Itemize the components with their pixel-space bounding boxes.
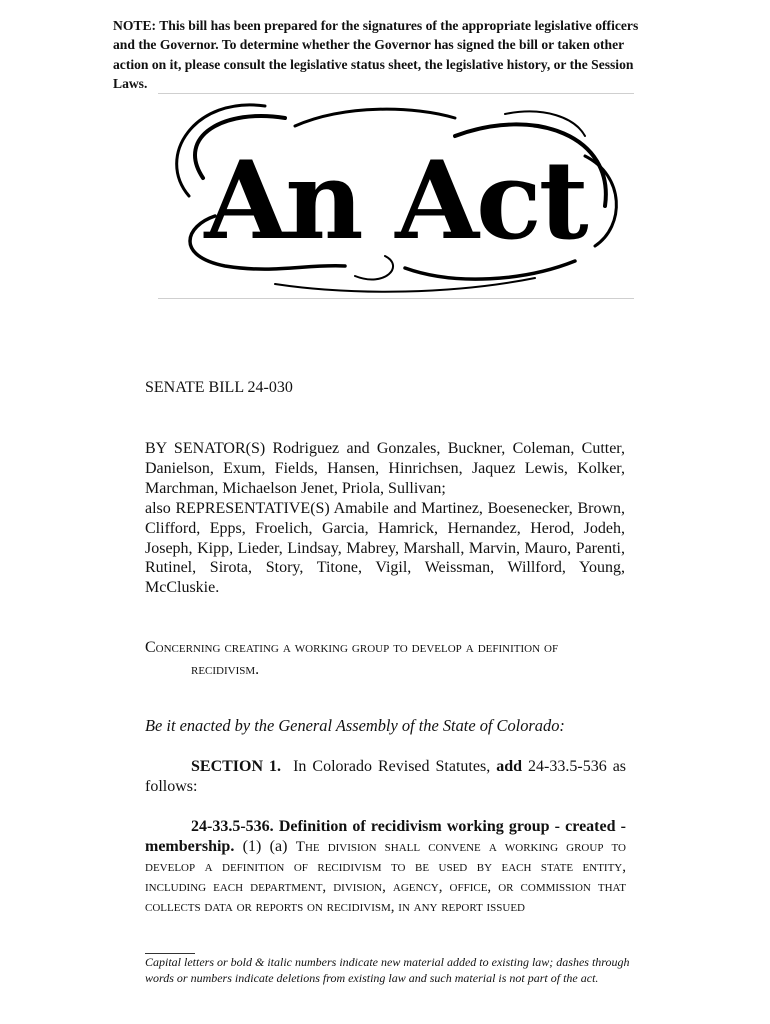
logo-text: An Act	[204, 138, 586, 264]
bill-number: SENATE BILL 24-030	[145, 379, 293, 396]
logo-top-rule	[158, 93, 634, 94]
legislative-note: NOTE: This bill has been prepared for the signatures of the appropriate legislative officers and the Governor. To determine whether the Governor has signed the bill or taken other action on it, please consult the legislative status sheet, the legislative history, or the Session Laws.	[113, 18, 639, 91]
concerning-line-2: recidivism.	[191, 661, 260, 678]
sponsors-block	[145, 439, 625, 598]
statute-body: The division shall convene a working group to develop a definition of recidivism to be used by each state entity, including each department, division, agency, office, or commission that collects data or reports on recidivism, in any report issued	[145, 839, 626, 915]
section-1-text-b: 24-33.5-536 as follows:	[145, 758, 627, 795]
enacting-clause: Be it enacted by the General Assembly of the State of Colorado:	[145, 716, 565, 735]
concerning-line-1: Concerning creating a working group to develop a definition of	[145, 639, 559, 656]
section-1	[145, 757, 626, 797]
senate-sponsors: BY SENATOR(S) Rodriguez and Gonzales, Buckner, Coleman, Cutter, Danielson, Exum, Fields, Hansen, Hinrichsen, Jaquez Lewis, Kolker, Marchman, Michaelson Jenet, Priola, Sullivan;	[145, 440, 625, 497]
statute-text	[145, 817, 626, 917]
footnote-rule	[145, 953, 195, 954]
section-1-text-a: In Colorado Revised Statutes,	[293, 758, 491, 775]
section-1-add: add	[496, 758, 523, 775]
logo-bottom-rule	[158, 298, 634, 299]
footnote: Capital letters or bold & italic numbers indicate new material added to existing law; dashes through words or numbers indicate deletions from existing law and such material is not part of the act.	[145, 955, 630, 985]
statute-heading: 24-33.5-536. Definition of recidivism working group - created - membership.	[145, 818, 626, 855]
an-act-logo	[155, 96, 635, 296]
concerning-title	[145, 637, 630, 681]
statute-subsection: (1) (a)	[242, 838, 288, 855]
section-1-label: SECTION 1.	[191, 758, 282, 775]
house-sponsors: also REPRESENTATIVE(S) Amabile and Martinez, Boesenecker, Brown, Clifford, Epps, Froelich, Garcia, Hamrick, Hernandez, Herod, Jodeh, Joseph, Kipp, Lieder, Lindsay, Mabrey, Marshall, Marvin, Mauro, Parenti, Rutinel, Sirota, Story, Titone, Vigil, Weissman, Willford, Young, McCluskie.	[145, 499, 625, 597]
